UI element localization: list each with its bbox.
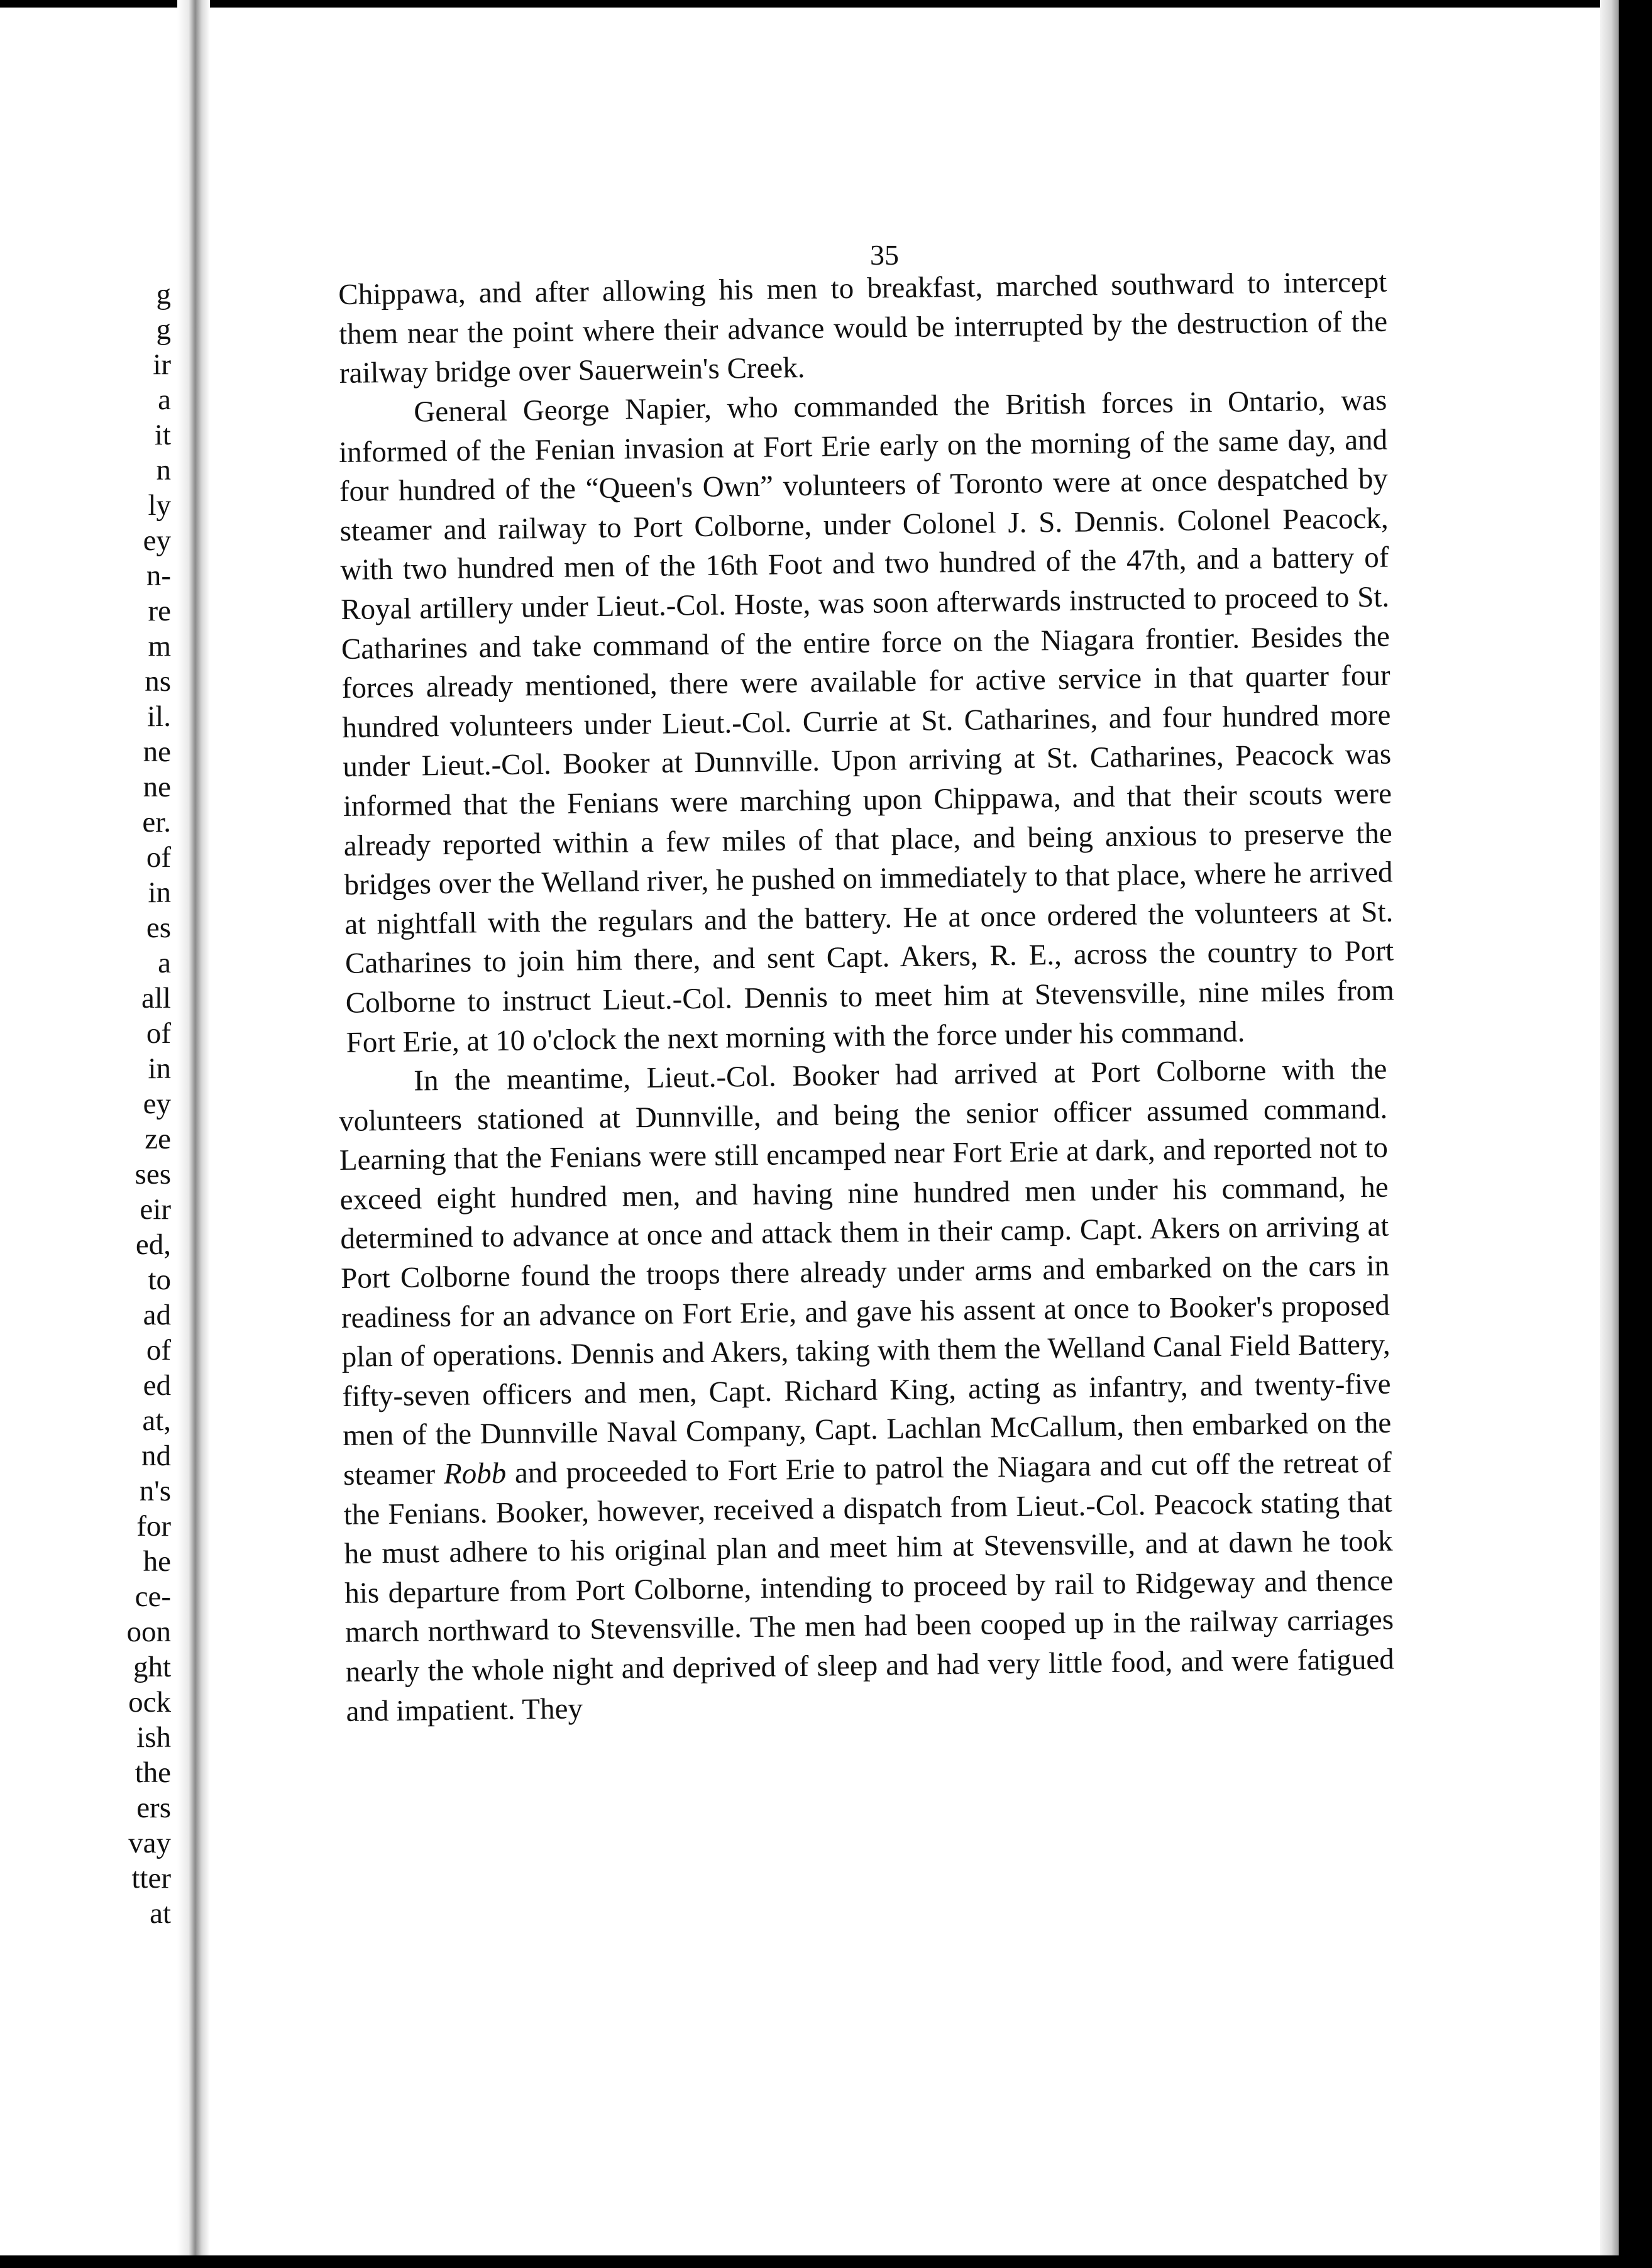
page-body [338, 265, 1395, 1731]
left-page-fragment: ad [143, 1299, 171, 1331]
left-page-fragment: oon [126, 1616, 171, 1648]
left-page-fragment: il. [147, 700, 171, 733]
left-page-fragment: ght [133, 1651, 171, 1683]
left-page-fragment: tter [131, 1862, 171, 1895]
left-page-fragment: ly [148, 489, 171, 522]
left-page-fragment: nd [141, 1440, 171, 1472]
page-edge-shadow [1600, 0, 1619, 2268]
left-page-fragment: in [148, 1052, 171, 1085]
left-page-fragment: ne [143, 735, 171, 768]
left-page-fragment: eir [140, 1193, 171, 1226]
left-page-fragment: in [148, 876, 171, 909]
left-page-fragment: n- [146, 559, 171, 592]
left-page-fragment: ey [143, 524, 171, 557]
left-page-fragment: ed [143, 1369, 171, 1402]
steamer-name: Robb [443, 1456, 507, 1490]
left-page-fragment: he [143, 1545, 171, 1578]
left-page-fragment: at, [142, 1404, 171, 1437]
paragraph-1: Chippawa, and after allowing his men to breakfast, marched southward to intercept them near the point where their advance would be interrupted by the destruction of the railway bridge over Sauerwein's Creek. [338, 265, 1388, 390]
left-page-fragment: of [146, 1017, 171, 1050]
scan-border-bottom [0, 2255, 1652, 2268]
left-page-fragment: the [135, 1756, 171, 1789]
left-page-fragment: to [148, 1263, 171, 1296]
left-page-fragment: for [136, 1510, 171, 1543]
left-page-fragment: ne [143, 771, 171, 803]
book-gutter [177, 0, 210, 2268]
left-page-fragment: of [146, 841, 171, 874]
left-page-fragment: a [158, 383, 171, 416]
left-page-fragment: g [156, 313, 171, 346]
left-page-fragment: n's [139, 1475, 171, 1507]
left-page-fragment: of [146, 1334, 171, 1367]
page-number: 35 [870, 239, 899, 271]
left-page-fragment: ze [145, 1123, 171, 1155]
left-page-fragment: n [156, 454, 171, 487]
paragraph-3-part-1: In the meantime, Lieut.-Col. Booker had arrived at Port Colborne with the volunteers stationed at Dunnville, and being the senior officer assumed command. Learning that the Fenians were still encamped near Fort Erie at dark, and reported not to exceed eight hundred men, and having nine hundred men under his command, he determined to advance at once and attack them in their camp. Capt. Akers on arriving at Port Colborne found the troops there already under arms and embarked on the cars in readiness for an advance on Fort Erie, and gave his assent at once to Booker's proposed plan of operations. Dennis and Akers, taking with them the Welland Canal Field Battery, fifty-seven officers and men, Capt. Richard King, acting as infantry, and twenty-five men of the Dunnville Naval Company, Capt. Lachlan McCallum, then embarked on the steamer [338, 1052, 1392, 1492]
left-page-fragment: vay [128, 1827, 171, 1859]
left-page-fragment: ns [145, 665, 171, 698]
left-page-fragment: es [146, 911, 171, 944]
scan-border-top [0, 0, 1652, 8]
scan-border-right [1619, 0, 1652, 2268]
left-page-fragment: all [141, 982, 171, 1015]
left-page-fragment: a [158, 947, 171, 979]
left-page-fragment: ed, [135, 1228, 171, 1261]
paragraph-2: General George Napier, who commanded the British forces in Ontario, was informed of the Fenian invasion at Fort Erie early on the morning of the same day, and four hundred of the “Queen's Own” volunteers of Toronto were at once despatched by steamer and railway to Port Colborne, under Colonel J. S. Dennis. Colonel Peacock, with two hundred men of the 16th Foot and two hundred of the 47th, and a battery of Royal artillery under Lieut.-Col. Hoste, was soon afterwards instructed to proceed to St. Catharines and take command of the entire force on the Niagara frontier. Besides the forces already mentioned, there were available for active service in that quarter four hundred volunteers under Lieut.-Col. Currie at St. Catharines, and four hundred more under Lieut.-Col. Booker at Dunnville. Upon arriving at St. Catharines, Peacock was informed that the Fenians were marching upon Chippawa, and that their scouts were already reported within a few miles of that place, and being anxious to preserve the bridges over the Welland river, he pushed on immediately to that place, where he arrived at nightfall with the regulars and the battery. He at once ordered the volunteers at St. Catharines to join him there, and sent Capt. Akers, R. E., across the country to Port Colborne to instruct Lieut.-Col. Dennis to meet him at Stevensville, nine miles from Fort Erie, at 10 o'clock the next morning with the force under his command. [338, 383, 1395, 1059]
paragraph-3 [338, 1049, 1395, 1731]
paragraph-3-part-2: and proceeded to Fort Erie to patrol the Niagara and cut off the retreat of the Fenians. Booker, however, received a dispatch from Lieut.-Col. Peacock stating that he must adhere to his original plan and meet him at Stevensville, and at dawn he took his departure from Port Colborne, intending to proceed by rail to Ridgeway and thence march northward to Stevensville. The men had been cooped up in the railway carriages nearly the whole night and deprived of sleep and had very little food, and were fatigued and impatient. They [343, 1446, 1395, 1728]
left-page-fragments [0, 277, 175, 1931]
left-page-fragment: re [148, 595, 171, 627]
left-page-fragment: it [154, 419, 171, 451]
left-page-fragment: ir [153, 348, 171, 381]
left-page-fragment: ses [135, 1158, 171, 1191]
left-page-fragment: ers [136, 1792, 171, 1824]
left-page-fragment: g [156, 278, 171, 311]
left-page-fragment: m [148, 630, 171, 663]
left-page-fragment: ce- [135, 1580, 171, 1613]
left-page-fragment: ey [143, 1087, 171, 1120]
left-page-fragment: ock [128, 1686, 171, 1719]
left-page-fragment: ish [136, 1721, 171, 1754]
left-page-fragment: at [150, 1897, 171, 1930]
left-page-fragment: er. [142, 806, 171, 839]
